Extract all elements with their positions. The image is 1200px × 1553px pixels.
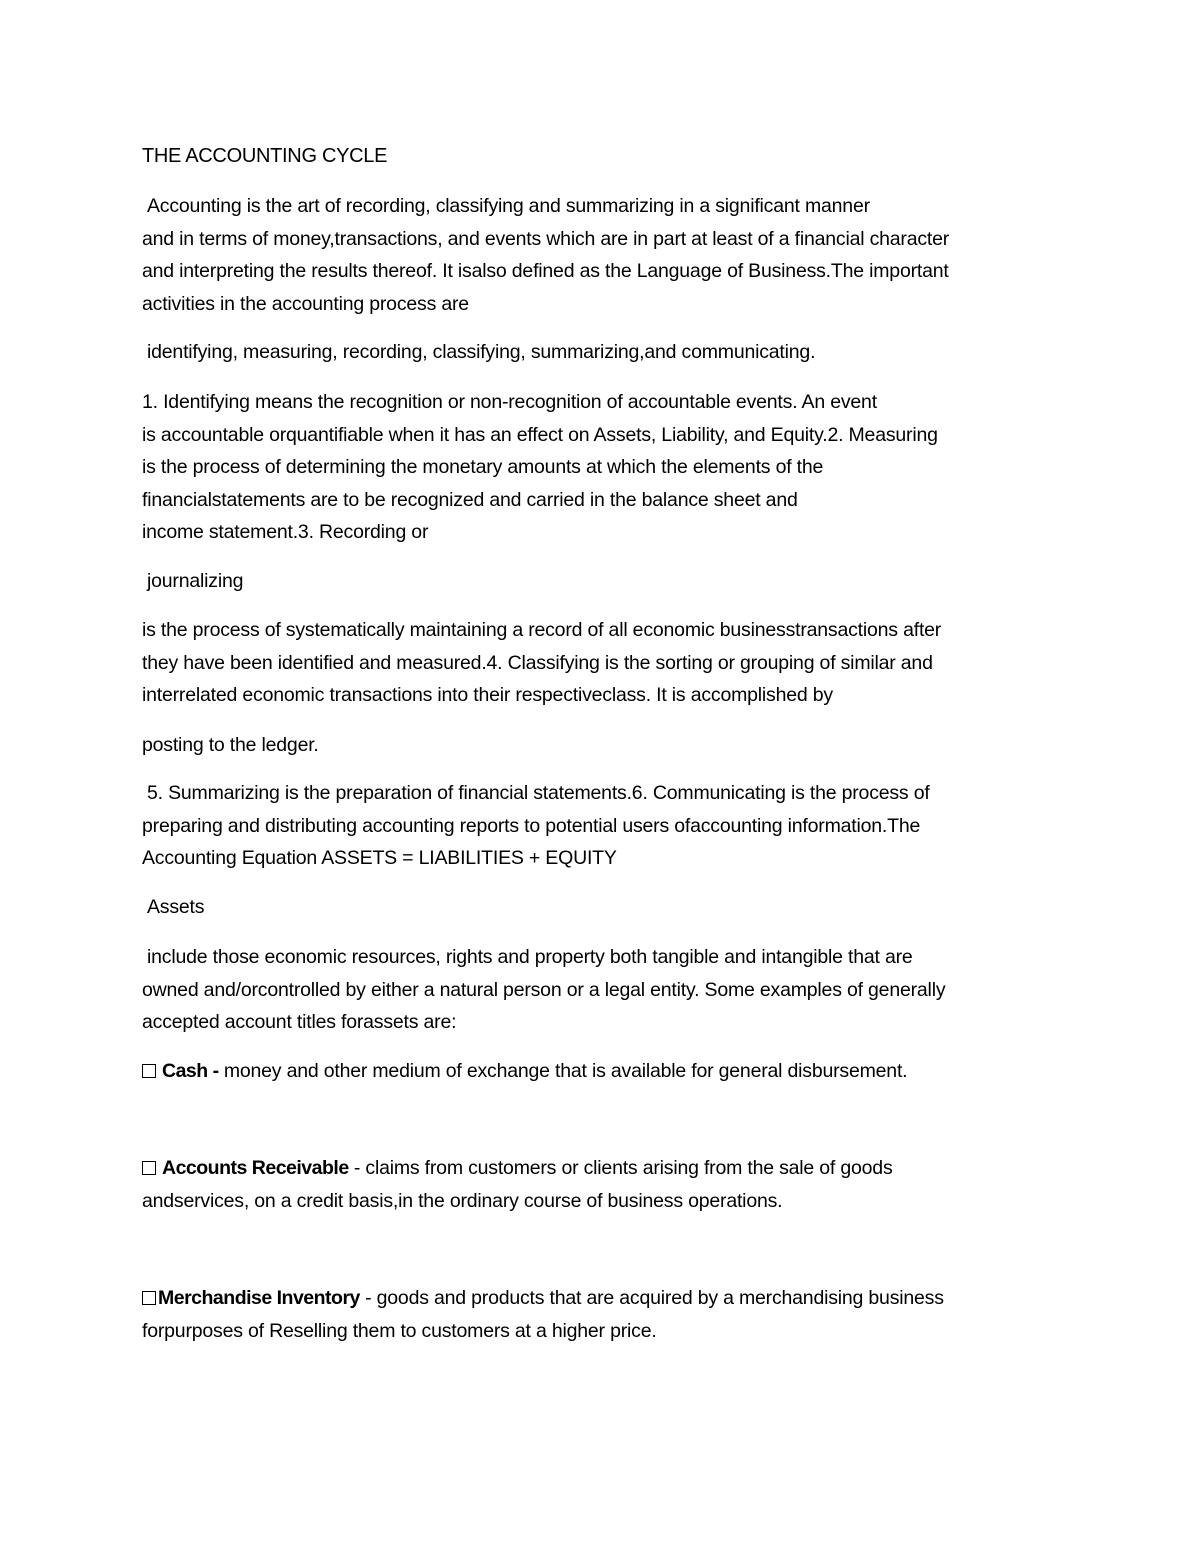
asset-item-accounts-receivable [142,1152,1102,1217]
asset-item-line [142,1152,1102,1185]
summarizing-line: Accounting Equation ASSETS = LIABILITIES + EQUITY [142,847,617,869]
asset-description-continued: andservices, on a credit basis,in the ordinary course of business operations. [142,1189,783,1212]
assets-line: include those economic resources, rights and property both tangible and intangible that are [147,946,913,968]
recording-line: they have been identified and measured.4. Classifying is the sorting or grouping of similar and [142,651,933,674]
summarizing-line: 5. Summarizing is the preparation of financial statements.6. Communicating is the process of [147,782,930,804]
intro-line: and in terms of money,transactions, and events which are in part at least of a financial character [142,227,950,250]
asset-term: Accounts Receivable [162,1157,349,1179]
assets-line: owned and/orcontrolled by either a natural person or a legal entity. Some examples of generally [142,978,946,1001]
checkbox-bullet-icon [142,1161,156,1175]
asset-description: money and other medium of exchange that is available for general disbursement. [218,1060,908,1082]
asset-item-merchandise-inventory [142,1282,1102,1347]
document-title-block [142,140,1102,173]
intro-line: and interpreting the results thereof. It isalso defined as the Language of Business.The important [142,260,949,282]
asset-item-cash [142,1055,1102,1088]
assets-heading-paragraph [142,891,1102,924]
recording-line: is the process of systematically maintaining a record of all economic businesstransactions after [142,619,942,641]
journalizing-line: journalizing [147,570,244,592]
assets-heading: Assets [147,896,205,918]
journalizing-paragraph [142,565,1102,598]
steps-paragraph [142,386,1102,549]
steps-line: financialstatements are to be recognized and carried in the balance sheet and [142,488,798,511]
recording-line: interrelated economic transactions into their respectiveclass. It is accomplished by [142,684,833,706]
activities-paragraph [142,336,1102,369]
intro-line: Accounting is the art of recording, classifying and summarizing in a significant manner [147,195,870,217]
assets-line: accepted account titles forassets are: [142,1011,457,1033]
asset-description-continued: forpurposes of Reselling them to customers at a higher price. [142,1319,657,1342]
assets-description-paragraph [142,941,1102,1039]
summarizing-line: preparing and distributing accounting reports to potential users ofaccounting information.The [142,814,921,837]
posting-line: posting to the ledger. [142,734,319,756]
steps-line: income statement.3. Recording or [142,521,429,543]
posting-paragraph [142,729,1102,762]
checkbox-bullet-icon [142,1064,156,1078]
asset-description: - claims from customers or clients arising from the sale of goods [348,1157,893,1179]
intro-line: activities in the accounting process are [142,292,469,315]
summarizing-paragraph [142,777,1102,875]
intro-paragraph [142,190,1102,320]
asset-description: - goods and products that are acquired by a merchandising business [359,1287,944,1309]
steps-line: 1. Identifying means the recognition or non-recognition of accountable events. An event [142,391,877,413]
asset-term: Cash - [162,1060,219,1082]
asset-item-line [142,1055,1102,1088]
recording-paragraph [142,614,1102,712]
document-title: THE ACCOUNTING CYCLE [142,145,388,167]
steps-line: is the process of determining the monetary amounts at which the elements of the [142,456,824,478]
steps-line: is accountable orquantifiable when it has an effect on Assets, Liability, and Equity.2. Measuring [142,423,938,446]
activities-line: identifying, measuring, recording, classifying, summarizing,and communicating. [147,341,816,363]
asset-term: Merchandise Inventory [158,1287,360,1309]
checkbox-bullet-icon [142,1291,156,1305]
asset-item-line [142,1282,1102,1315]
